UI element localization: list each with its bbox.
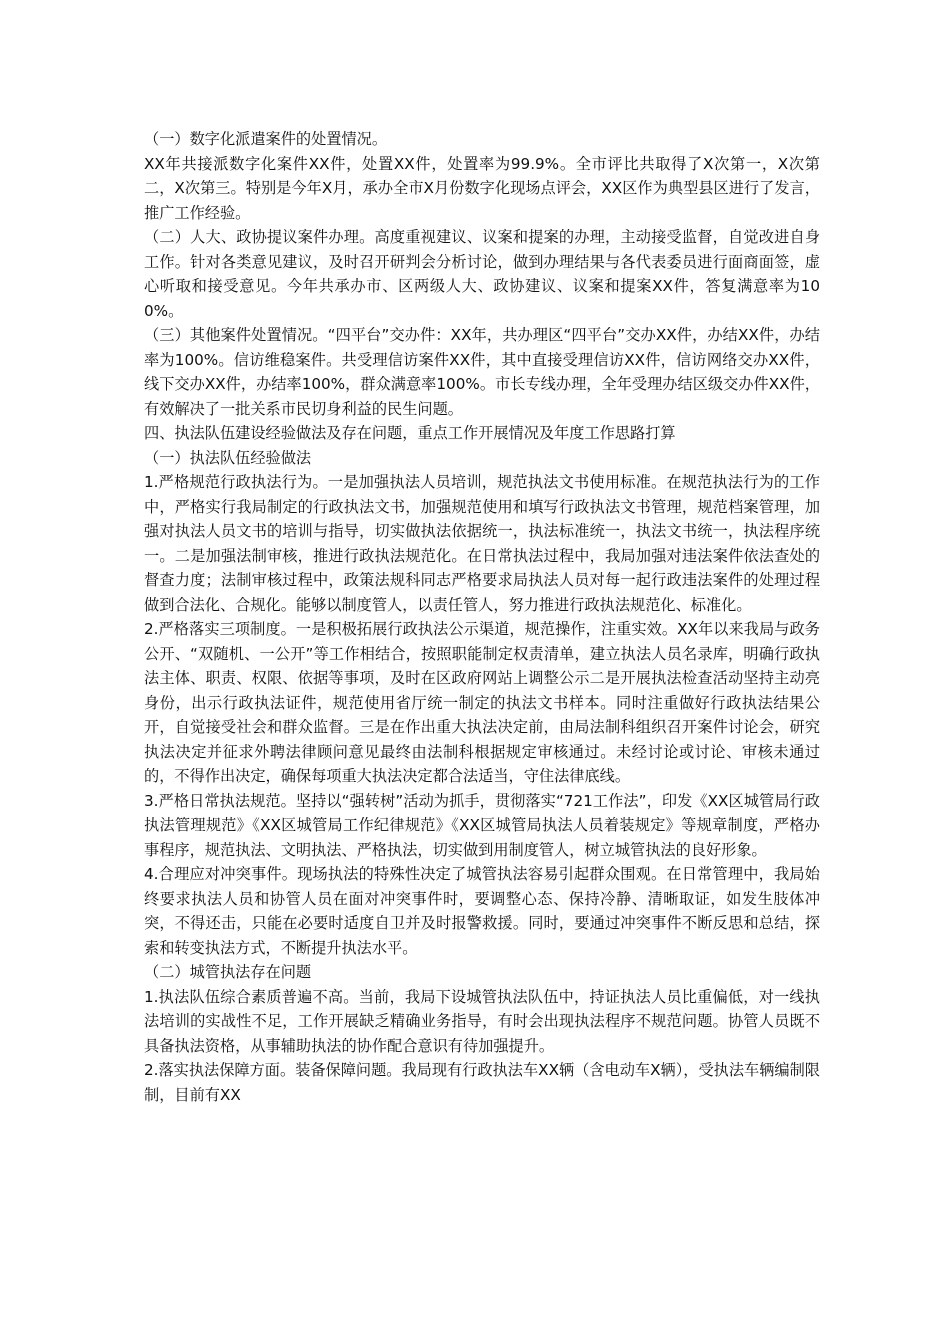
subheading-existing-problems: （二）城管执法存在问题 bbox=[144, 963, 312, 981]
paragraph-daily-enforcement: 3.严格日常执法规范。坚持以“强转树”活动为抓手，贯彻落实“721工作法”，印发《XX区城管局行政执法管理规范》《XX区城管局工作纪律规范》《XX区城管局执法人员着装规定》等规章制度，严格办事程序，规范执法、文明执法、严格执法，切实做到用制度管人，树立城管执法的良好形象。 bbox=[144, 791, 820, 859]
heading-digital-cases: （一）数字化派遣案件的处置情况。 bbox=[144, 130, 387, 148]
paragraph-regulate-enforcement: 1.严格规范行政执法行为。一是加强执法人员培训，规范执法文书使用标准。在规范执法行为的工作中，严格实行我局制定的行政执法文书，加强规范使用和填写行政执法文书管理，规范档案管理，加强对执法人员文书的培训与指导，切实做执法依据统一，执法标准统一，执法文书统一，执法程序统一。二是加强法制审核，推进行政执法规范化。在日常执法过程中，我局加强对违法案件依法查处的督查力度；法制审核过程中，政策法规科同志严格要求局执法人员对每一起行政违法案件的处理过程做到合法化、合规化。能够以制度管人，以责任管人，努力推进行政执法规范化、标准化。 bbox=[144, 473, 820, 614]
paragraph-digital-cases-stats: XX年共接派数字化案件XX件，处置XX件，处置率为99.9%。全市评比共取得了X次第一，X次第二，X次第三。特别是今年X月，承办全市X月份数字化现场点评会，XX区作为典型县区进行了发言，推广工作经验。 bbox=[144, 154, 820, 222]
paragraph-npc-cppcc-proposals: （二）人大、政协提议案件办理。高度重视建议、议案和提案的办理，主动接受监督，自觉改进自身工作。针对各类意见建议，及时召开研判会分析讨论，做到办理结果与各代表委员进行面商面签，虚心听取和接受意见。今年共承办市、区两级人大、政协建议、议案和提案XX件，答复满意率为100%。 bbox=[144, 228, 820, 320]
paragraph-three-systems: 2.严格落实三项制度。一是积极拓展行政执法公示渠道，规范操作，注重实效。XX年以来我局与政务公开、“双随机、一公开”等工作相结合，按照职能制定权责清单，建立执法人员名录库，明确行政执法主体、职责、权限、依据等事项，及时在区政府网站上调整公示二是开展执法检查活动坚持主动亮身份，出示行政执法证件，规范使用省厅统一制定的执法文书样本。同时注重做好行政执法结果公开，自觉接受社会和群众监督。三是在作出重大执法决定前，由局法制科组织召开案件讨论会，研究执法决定并征求外聘法律顾问意见最终由法制科根据规定审核通过。未经讨论或讨论、审核未通过的，不得作出决定，确保每项重大执法决定都合法适当，守住法律底线。 bbox=[144, 620, 820, 785]
document-page bbox=[144, 127, 820, 1107]
paragraph-enforcement-support: 2.落实执法保障方面。装备保障问题。我局现有行政执法车XX辆（含电动车X辆），受执法车辆编制限制，目前有XX bbox=[144, 1061, 820, 1104]
section-heading-team-building: 四、执法队伍建设经验做法及存在问题，重点工作开展情况及年度工作思路打算 bbox=[144, 424, 676, 442]
subheading-team-experience: （一）执法队伍经验做法 bbox=[144, 448, 312, 467]
paragraph-conflict-handling: 4.合理应对冲突事件。现场执法的特殊性决定了城管执法容易引起群众围观。在日常管理中，我局始终要求执法人员和协管人员在面对冲突事件时，要调整心态、保持冷静、清晰取证，如发生肢体冲突，不得还击，只能在必要时适度自卫并及时报警救援。同时，要通过冲突事件不断反思和总结，探索和转变执法方式，不断提升执法水平。 bbox=[144, 865, 820, 957]
paragraph-team-quality: 1.执法队伍综合素质普遍不高。当前，我局下设城管执法队伍中，持证执法人员比重偏低，对一线执法培训的实战性不足，工作开展缺乏精确业务指导，有时会出现执法程序不规范问题。协管人员既不具备执法资格，从事辅助执法的协作配合意识有待加强提升。 bbox=[144, 987, 820, 1055]
paragraph-other-cases: （三）其他案件处置情况。“四平台”交办件：XX年，共办理区“四平台”交办XX件，办结XX件，办结率为100%。信访维稳案件。共受理信访案件XX件，其中直接受理信访XX件，信访网络交办XX件，线下交办XX件，办结率100%，群众满意率100%。市长专线办理，全年受理办结区级交办件XX件，有效解决了一批关系市民切身利益的民生问题。 bbox=[144, 326, 820, 418]
